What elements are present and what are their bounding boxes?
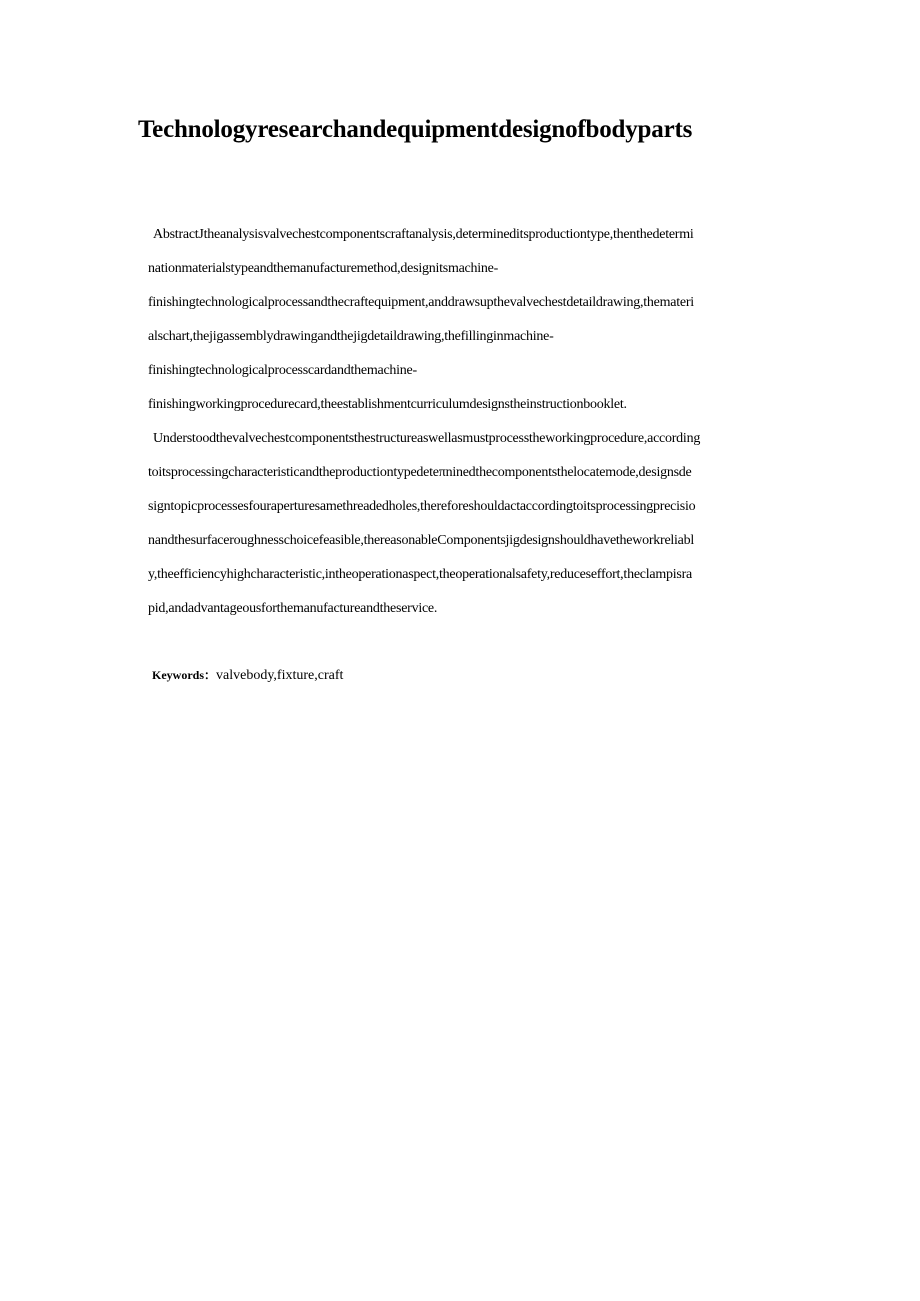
abstract-line: finishingworkingprocedurecard,theestablishmentcurriculumdesignstheinstructionbooklet. [148,397,627,412]
abstract-line: finishingtechnologicalprocesscardandthemachine- [148,363,417,378]
abstract-line: signtopicprocessesfouraperturesamethreadedholes,thereforeshouldactaccordingtoitsprocessingprecisio [148,499,696,514]
abstract-line: finishingtechnologicalprocessandthecraftequipment,anddrawsupthevalvechestdetaildrawing,themateri [148,295,694,310]
abstract-line: toitsprocessingcharacteristicandtheproductiontypedeteπninedthecomponentsthelocatemode,designsde [148,465,692,480]
abstract-line: Understoodthevalvechestcomponentsthestructureaswellasmustprocesstheworkingprocedure,according [153,431,701,446]
keywords-label: Keywords： [152,668,216,682]
abstract-line: nandthesurfaceroughnesschoicefeasible,thereasonableComponentsjigdesignshouldhavetheworkreliabl [148,533,695,548]
abstract-line: AbstractJtheanalysisvalvechestcomponentscraftanalysis,determineditsproductiontype,thenthedetermi [153,227,694,242]
abstract-line: alschart,thejigassemblydrawingandthejigdetaildrawing,thefillinginmachine- [148,329,554,344]
document-title: Technologyresearchandequipmentdesignofbodyparts [138,116,693,143]
abstract-line: y,theefficiencyhighcharacteristic,intheoperationaspect,theoperationalsafety,reduceseffort,theclampisra [148,567,692,582]
keywords-value: valvebody,fixture,craft [216,668,344,683]
abstract-line: nationmaterialstypeandthemanufacturemethod,designitsmachine- [148,261,499,276]
keywords [152,662,343,689]
abstract-paragraph [148,218,788,626]
abstract-line: pid,andadvantageousforthemanufactureandtheservice. [148,601,438,616]
